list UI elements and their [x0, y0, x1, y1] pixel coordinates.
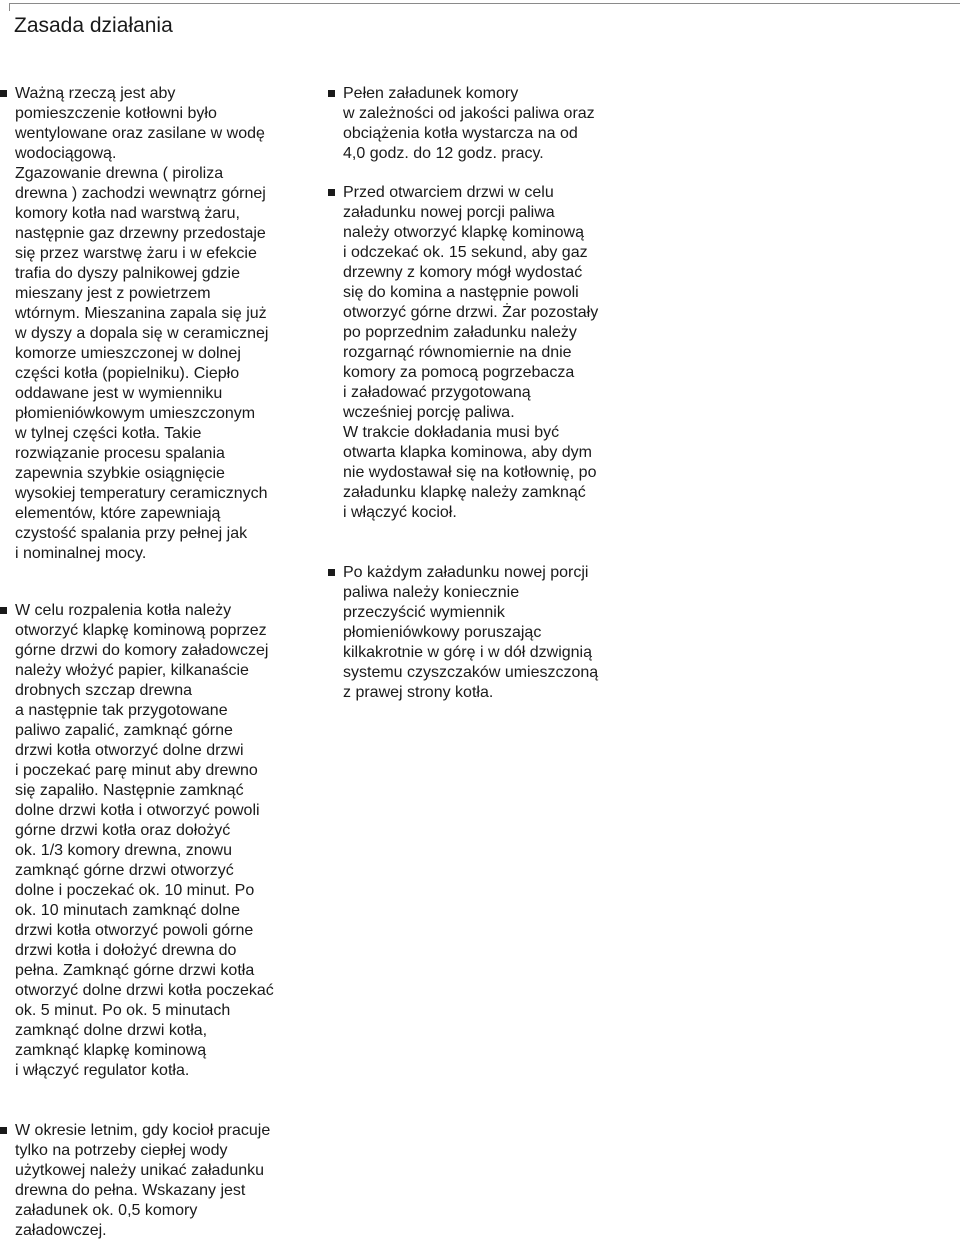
list-item-ventilation: [0, 84, 268, 564]
square-bullet-icon: [0, 607, 7, 614]
square-bullet-icon: [328, 90, 335, 97]
paragraph-text: Ważną rzeczą jest aby pomieszczenie kotłowni było wentylowane oraz zasilane w wodę wodociągową. Zgazowanie drewna ( piroliza drewna ) zachodzi wewnątrz górnej komory kotła nad warstwą żaru, następnie gaz drzewny przedostaje się przez warstwę żaru i w efekcie trafia do dyszy palnikowej gdzie mieszany jest z powietrzem wtórnym. Mieszanina zapala się już w dyszy a dopala się w ceramicznej komorze umieszczonej w dolnej części kotła (popielniku). Ciepło oddawane jest w wymienniku płomieniówkowym umieszczonym w tylnej części kotła. Takie rozwiązanie procesu spalania zapewnia szybkie osiągnięcie wysokiej temperatury ceramicznych elementów, które zapewniają czystość spalania przy pełnej jak i nominalnej mocy.: [15, 85, 269, 562]
list-item-full-load: [328, 84, 595, 164]
list-item-ignition: [0, 601, 274, 1081]
top-divider: [10, 3, 960, 4]
paragraph-text: Pełen załadunek komory w zależności od jakości paliwa oraz obciążenia kotła wystarcza na od 4,0 godz. do 12 godz. pracy.: [343, 85, 595, 162]
list-item-reloading: [328, 183, 598, 523]
square-bullet-icon: [0, 1127, 7, 1134]
paragraph-text: W okresie letnim, gdy kocioł pracuje tylko na potrzeby ciepłej wody użytkowej należy unikać załadunku drewna do pełna. Wskazany jest załadunek ok. 0,5 komory załadowczej.: [15, 1122, 271, 1239]
square-bullet-icon: [328, 189, 335, 196]
list-item-summer: [0, 1121, 270, 1241]
square-bullet-icon: [328, 569, 335, 576]
paragraph-text: W celu rozpalenia kotła należy otworzyć klapkę kominową poprzez górne drzwi do komory załadowczej należy włożyć papier, kilkanaście drobnych szczap drewna a następnie tak przygotowane paliwo zapalić, zamknąć górne drzwi kotła otworzyć dolne drzwi i poczekać parę minut aby drewno się zapaliło. Następnie zamknąć dolne drzwi kotła i otworzyć powoli górne drzwi kotła oraz dołożyć ok. 1/3 komory drewna, znowu zamknąć górne drzwi otworzyć dolne i poczekać ok. 10 minut. Po ok. 10 minutach zamknąć dolne drzwi kotła otworzyć powoli górne drzwi kotła i dołożyć drewna do pełna. Zamknąć górne drzwi kotła otworzyć dolne drzwi kotła poczekać ok. 5 minut. Po ok. 5 minutach zamknąć dolne drzwi kotła, zamknąć klapkę kominową i włączyć regulator kotła.: [15, 602, 274, 1079]
paragraph-text: Po każdym załadunku nowej porcji paliwa należy koniecznie przeczyścić wymiennik płomieniówkowy poruszając kilkakrotnie w górę i w dół dzwignią systemu czyszczaków umieszczoną z prawej strony kotła.: [343, 564, 599, 701]
page-title: Zasada działania: [14, 14, 173, 37]
list-item-cleaning: [328, 563, 598, 703]
square-bullet-icon: [0, 90, 7, 97]
paragraph-text: Przed otwarciem drzwi w celu załadunku nowej porcji paliwa należy otworzyć klapkę kominową i odczekać ok. 15 sekund, aby gaz drzewny z komory mógł wydostać się do komina a następnie powoli otworzyć górne drzwi. Żar pozostały po poprzednim załadunku należy rozgarnąć równomiernie na dnie komory za pomocą pogrzebacza i załadować przygotowaną wcześniej porcję paliwa. W trakcie dokładania musi być otwarta klapka kominowa, aby dym nie wydostawał się na kotłownię, po załadunku klapkę należy zamknąć i włączyć kocioł.: [343, 184, 599, 521]
